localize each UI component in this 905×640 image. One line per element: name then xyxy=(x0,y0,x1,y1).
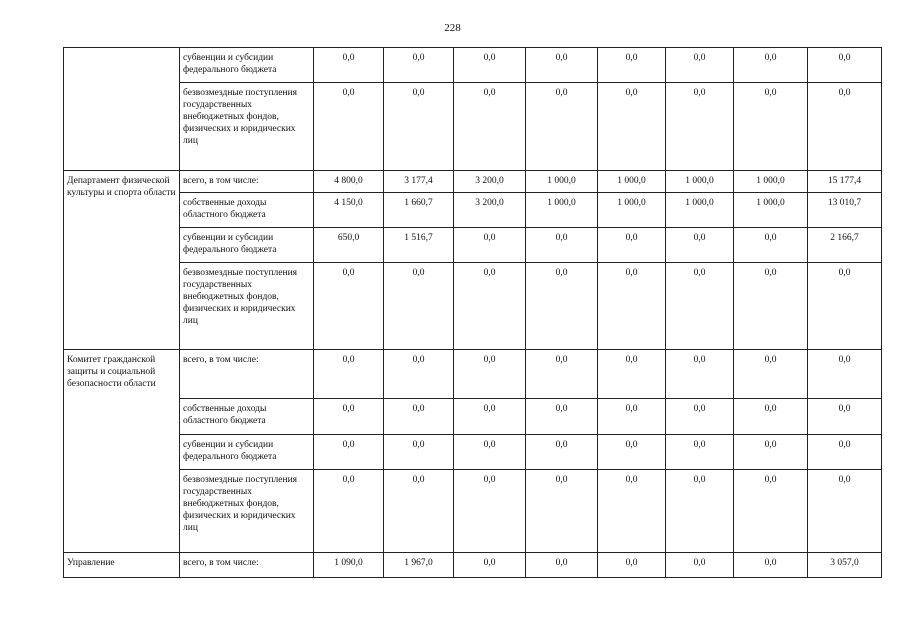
year-value-cell: 1 000,0 xyxy=(598,193,666,228)
budget-table xyxy=(63,47,882,578)
year-value-cell: 0,0 xyxy=(734,553,808,578)
year-value-cell: 0,0 xyxy=(454,470,526,553)
organization-cell: Департамент физической культуры и спорта области xyxy=(64,171,180,350)
table-row xyxy=(64,48,882,83)
table-row xyxy=(64,553,882,578)
year-value-cell: 0,0 xyxy=(598,435,666,470)
funding-source-cell: безвозмездные поступления государственных внебюджетных фондов, физических и юридических лиц xyxy=(180,470,314,553)
funding-source-cell: субвенции и субсидии федерального бюджета xyxy=(180,435,314,470)
year-value-cell: 0,0 xyxy=(526,228,598,263)
funding-source-cell: собственные доходы областного бюджета xyxy=(180,399,314,435)
table-body xyxy=(64,48,882,578)
year-value-cell: 0,0 xyxy=(734,83,808,171)
year-value-cell: 1 000,0 xyxy=(734,193,808,228)
year-value-cell: 1 000,0 xyxy=(526,193,598,228)
page-number: 228 xyxy=(444,22,461,34)
year-value-cell: 0,0 xyxy=(598,399,666,435)
table-row xyxy=(64,350,882,399)
year-value-cell: 0,0 xyxy=(454,553,526,578)
year-value-cell: 0,0 xyxy=(526,350,598,399)
year-value-cell: 1 090,0 xyxy=(314,553,384,578)
year-value-cell: 0,0 xyxy=(384,399,454,435)
funding-source-cell: всего, в том числе: xyxy=(180,553,314,578)
year-value-cell: 0,0 xyxy=(666,553,734,578)
year-value-cell: 1 000,0 xyxy=(734,171,808,193)
year-value-cell: 0,0 xyxy=(384,435,454,470)
table-row xyxy=(64,228,882,263)
table-row xyxy=(64,171,882,193)
total-value-cell: 0,0 xyxy=(808,48,882,83)
year-value-cell: 0,0 xyxy=(598,553,666,578)
funding-source-cell: собственные доходы областного бюджета xyxy=(180,193,314,228)
year-value-cell: 1 000,0 xyxy=(666,171,734,193)
total-value-cell: 0,0 xyxy=(808,470,882,553)
year-value-cell: 0,0 xyxy=(666,435,734,470)
year-value-cell: 0,0 xyxy=(666,48,734,83)
year-value-cell: 0,0 xyxy=(734,228,808,263)
organization-cell: Управление xyxy=(64,553,180,578)
total-value-cell: 0,0 xyxy=(808,435,882,470)
funding-source-cell: всего, в том числе: xyxy=(180,350,314,399)
year-value-cell: 0,0 xyxy=(314,399,384,435)
year-value-cell: 0,0 xyxy=(384,350,454,399)
total-value-cell: 13 010,7 xyxy=(808,193,882,228)
year-value-cell: 0,0 xyxy=(454,228,526,263)
year-value-cell: 0,0 xyxy=(454,263,526,350)
year-value-cell: 0,0 xyxy=(734,48,808,83)
year-value-cell: 0,0 xyxy=(384,48,454,83)
table-row xyxy=(64,263,882,350)
total-value-cell: 0,0 xyxy=(808,83,882,171)
year-value-cell: 0,0 xyxy=(526,399,598,435)
year-value-cell: 0,0 xyxy=(526,553,598,578)
year-value-cell: 650,0 xyxy=(314,228,384,263)
year-value-cell: 0,0 xyxy=(314,48,384,83)
table-row xyxy=(64,193,882,228)
year-value-cell: 0,0 xyxy=(454,350,526,399)
table-row xyxy=(64,399,882,435)
year-value-cell: 1 000,0 xyxy=(598,171,666,193)
year-value-cell: 3 200,0 xyxy=(454,171,526,193)
total-value-cell: 3 057,0 xyxy=(808,553,882,578)
year-value-cell: 0,0 xyxy=(526,48,598,83)
year-value-cell: 0,0 xyxy=(598,228,666,263)
year-value-cell: 0,0 xyxy=(598,470,666,553)
funding-source-cell: субвенции и субсидии федерального бюджета xyxy=(180,48,314,83)
year-value-cell: 0,0 xyxy=(734,399,808,435)
year-value-cell: 0,0 xyxy=(384,470,454,553)
year-value-cell: 0,0 xyxy=(598,83,666,171)
year-value-cell: 1 000,0 xyxy=(526,171,598,193)
year-value-cell: 0,0 xyxy=(734,435,808,470)
year-value-cell: 0,0 xyxy=(598,263,666,350)
year-value-cell: 0,0 xyxy=(454,399,526,435)
funding-source-cell: субвенции и субсидии федерального бюджета xyxy=(180,228,314,263)
funding-source-cell: безвозмездные поступления государственных внебюджетных фондов, физических и юридических лиц xyxy=(180,83,314,171)
year-value-cell: 0,0 xyxy=(666,350,734,399)
year-value-cell: 0,0 xyxy=(666,228,734,263)
year-value-cell: 0,0 xyxy=(314,83,384,171)
year-value-cell: 0,0 xyxy=(314,350,384,399)
funding-source-cell: всего, в том числе: xyxy=(180,171,314,193)
total-value-cell: 2 166,7 xyxy=(808,228,882,263)
year-value-cell: 0,0 xyxy=(666,83,734,171)
year-value-cell: 0,0 xyxy=(666,399,734,435)
year-value-cell: 0,0 xyxy=(734,470,808,553)
year-value-cell: 0,0 xyxy=(666,470,734,553)
table-row xyxy=(64,470,882,553)
year-value-cell: 3 200,0 xyxy=(454,193,526,228)
funding-source-cell: безвозмездные поступления государственных внебюджетных фондов, физических и юридических лиц xyxy=(180,263,314,350)
year-value-cell: 1 660,7 xyxy=(384,193,454,228)
total-value-cell: 0,0 xyxy=(808,350,882,399)
year-value-cell: 0,0 xyxy=(384,263,454,350)
year-value-cell: 0,0 xyxy=(598,48,666,83)
year-value-cell: 0,0 xyxy=(734,263,808,350)
organization-cell: Комитет гражданской защиты и социальной безопасности области xyxy=(64,350,180,553)
year-value-cell: 1 967,0 xyxy=(384,553,454,578)
year-value-cell: 1 516,7 xyxy=(384,228,454,263)
year-value-cell: 3 177,4 xyxy=(384,171,454,193)
year-value-cell: 0,0 xyxy=(526,470,598,553)
year-value-cell: 0,0 xyxy=(526,263,598,350)
total-value-cell: 15 177,4 xyxy=(808,171,882,193)
year-value-cell: 1 000,0 xyxy=(666,193,734,228)
table-row xyxy=(64,83,882,171)
year-value-cell: 0,0 xyxy=(384,83,454,171)
year-value-cell: 0,0 xyxy=(454,83,526,171)
year-value-cell: 4 150,0 xyxy=(314,193,384,228)
table-row xyxy=(64,435,882,470)
year-value-cell: 0,0 xyxy=(526,83,598,171)
total-value-cell: 0,0 xyxy=(808,263,882,350)
year-value-cell: 0,0 xyxy=(454,48,526,83)
year-value-cell: 0,0 xyxy=(734,350,808,399)
organization-cell xyxy=(64,48,180,171)
year-value-cell: 0,0 xyxy=(598,350,666,399)
year-value-cell: 0,0 xyxy=(526,435,598,470)
year-value-cell: 4 800,0 xyxy=(314,171,384,193)
year-value-cell: 0,0 xyxy=(314,470,384,553)
year-value-cell: 0,0 xyxy=(454,435,526,470)
year-value-cell: 0,0 xyxy=(314,435,384,470)
year-value-cell: 0,0 xyxy=(314,263,384,350)
total-value-cell: 0,0 xyxy=(808,399,882,435)
year-value-cell: 0,0 xyxy=(666,263,734,350)
